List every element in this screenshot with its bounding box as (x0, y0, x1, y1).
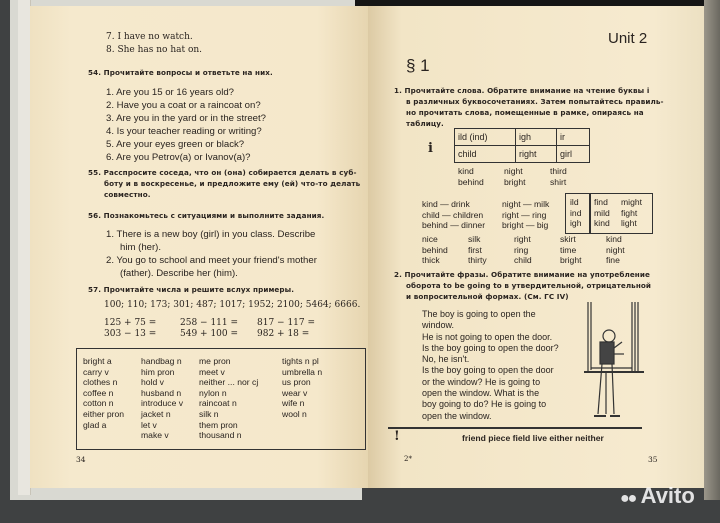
text-line: The boy is going to open the (422, 309, 536, 319)
vocab-word: cotton n (83, 398, 114, 409)
ex56-item-1-line-1: 1. There is a new boy (girl) in you class. Describe (106, 229, 316, 240)
avito-watermark (620, 483, 695, 509)
word: kind (594, 218, 610, 229)
text-line: boy going to do? He is going to (422, 399, 547, 410)
vocab-word: meet v (199, 366, 225, 377)
text-line: Is the boy going to open the door (422, 365, 554, 376)
word-pair: behind — dinner (422, 220, 486, 231)
mixed-column-3 (514, 234, 532, 266)
word: silk (468, 234, 481, 244)
unit-title: Unit 2 (608, 30, 648, 47)
vocab-word: neither ... nor cj (199, 377, 259, 388)
vocab-word: husband n (141, 387, 182, 398)
vocab-word: jacket n (141, 408, 171, 419)
vocab-word: make v (141, 430, 169, 441)
table-cell-3: girl (560, 149, 573, 159)
watermark-text: Avito (640, 483, 695, 508)
vocab-word: either pron (83, 408, 125, 419)
pairs-column-1 (422, 199, 485, 231)
mixed-column-1 (422, 234, 448, 266)
word: bright (560, 255, 582, 266)
vocab-word: thousand n (199, 430, 242, 441)
boy-at-window-illustration (584, 302, 674, 426)
vocab-word: bright a (83, 356, 112, 366)
word: right (514, 234, 531, 244)
left-page (30, 6, 368, 488)
exercise-1-line-3: но прочитать слова, помещенные в рамке, опираясь на (406, 108, 644, 117)
frame-column-2 (594, 197, 610, 229)
vocab-word: clothes n (83, 377, 118, 388)
mixed-column-2 (468, 234, 487, 266)
text-line: No, he isn't. (422, 354, 470, 365)
exercise-2-line-1: 2. Прочитайте фразы. Обратите внимание на употребление (394, 270, 650, 279)
vocab-word: introduce v (141, 398, 184, 409)
words-column-1 (458, 166, 484, 187)
vocab-word: let v (141, 419, 157, 430)
vocab-column-1 (83, 356, 124, 430)
exercise-1-line-1: 1. Прочитайте слова. Обратите внимание на чтение буквы i (394, 86, 650, 95)
word: thirty (468, 255, 487, 266)
word: first (468, 244, 482, 255)
ex57-numbers: 100; 110; 173; 301; 487; 1017; 1952; 2100; 5464; 6666. (104, 300, 361, 310)
sum-2: 258 − 111 = (180, 318, 239, 328)
frame-column-1 (570, 197, 581, 229)
exercise-57-instruction: 57. Прочитайте числа и решите вслух примеры. (88, 285, 295, 294)
word: fine (606, 255, 620, 266)
exercise-2-text (422, 309, 559, 422)
word: behind (422, 244, 448, 255)
exercise-56-instruction: 56. Познакомьтесь с ситуациями и выполните задания. (88, 211, 325, 220)
vocab-word: me pron (199, 356, 231, 366)
vocab-word: wife n (282, 398, 305, 409)
word: might (621, 197, 643, 207)
word: night (504, 166, 523, 176)
exercise-2-line-2: оборота to be going to в утвердительной, отрицательной (406, 281, 652, 290)
signature-mark: 2* (404, 455, 412, 463)
vocab-word: coffee n (83, 387, 114, 398)
exercise-1-line-2: в различных буквосочетаниях. Затем попытайтесь правиль- (406, 97, 664, 106)
vocab-word: umbrella n (282, 366, 323, 377)
vocab-word: us pron (282, 377, 311, 388)
word: ring (514, 244, 529, 255)
table-cell-2: right (519, 149, 537, 159)
exercise-1-line-4: таблицу. (406, 119, 444, 128)
letter-i: i (428, 141, 433, 156)
word: nice (422, 234, 438, 244)
word: light (621, 218, 637, 229)
vocab-word: him pron (141, 366, 175, 377)
sentence-7: 7. I have no watch. (106, 32, 193, 42)
word: thick (422, 255, 440, 266)
vocab-word: wear v (282, 387, 308, 398)
vocab-word: tights n pl (282, 356, 319, 366)
sentence-8: 8. She has no hat on. (106, 45, 203, 55)
word: fight (621, 207, 638, 218)
ex54-item-1: 1. Are you 15 or 16 years old? (106, 87, 234, 98)
vocab-word: hold v (141, 377, 164, 388)
section-heading: § 1 (406, 56, 430, 75)
word: ild (570, 197, 579, 207)
word: time (560, 244, 577, 255)
exercise-2-line-3: и вопросительной формах. (См. ГС IV) (406, 292, 569, 301)
word: shirt (550, 176, 567, 187)
mixed-column-5 (606, 234, 625, 266)
right-page (368, 6, 704, 488)
text-line: Is the boy going to open the door? (422, 342, 559, 353)
word: bright (504, 176, 526, 187)
exercise-55-line-3: совместно. (104, 190, 151, 199)
word: kind (458, 166, 474, 176)
ex56-item-1-line-2: him (her). (120, 242, 162, 253)
ex56-item-2-line-1: 2. You go to school and meet your friend's mother (106, 255, 317, 266)
words-column-3 (550, 166, 567, 187)
note-words: friend piece field live either neither (462, 433, 604, 443)
word: ind (570, 207, 582, 218)
ex54-item-6: 6. Are you Petrov(a) or Ivanov(a)? (106, 152, 251, 163)
text-line: or the window? He is going to (422, 376, 541, 387)
exercise-54-instruction: 54. Прочитайте вопросы и ответьте на них. (88, 68, 273, 77)
frame-column-3 (621, 197, 642, 229)
page-number-left: 34 (76, 455, 86, 464)
ex54-item-3: 3. Are you in the yard or in the street? (106, 113, 266, 124)
vocab-word: carry v (83, 366, 109, 377)
vocab-word: silk n (199, 408, 219, 419)
word-pair: right — ring (502, 209, 547, 220)
sum-6: 982 + 18 = (257, 329, 310, 339)
sum-3: 817 − 117 = (257, 318, 316, 328)
exercise-55-line-2: боту и в воскресенье, и предложите ему (ей) что-то делать (104, 179, 361, 188)
vocabulary-box (76, 348, 366, 450)
note-divider (388, 427, 642, 429)
ex54-item-5: 5. Are your eyes green or black? (106, 139, 245, 150)
word-pair: child — children (422, 209, 484, 220)
word-pair: bright — big (502, 220, 549, 231)
word: third (550, 166, 567, 176)
table-cell-1: child (458, 149, 477, 159)
word-pair: night — milk (502, 199, 550, 209)
table-header-3: ir (560, 132, 565, 142)
pairs-column-2 (502, 199, 549, 231)
word: kind (606, 234, 622, 244)
word: night (606, 244, 625, 255)
sum-1: 125 + 75 = (104, 318, 157, 328)
text-line: open the window. What is the (422, 388, 540, 399)
text-line: window. (422, 320, 455, 331)
vocab-word: raincoat n (199, 398, 237, 409)
reading-frame (565, 193, 653, 234)
vocab-word: wool n (282, 408, 307, 419)
ex56-item-2-line-2: (father). Describe her (him). (120, 268, 238, 279)
sum-4: 303 − 13 = (104, 329, 157, 339)
ex54-item-2: 2. Have you a coat or a raincoat on? (106, 100, 261, 111)
vocab-column-2 (141, 356, 183, 441)
vocab-column-3 (199, 356, 258, 441)
words-column-2 (504, 166, 526, 187)
ex54-item-4: 4. Is your teacher reading or writing? (106, 126, 262, 137)
page-number-right: 35 (648, 455, 658, 464)
vocab-word: handbag n (141, 356, 182, 366)
word: find (594, 197, 608, 207)
exclamation-icon: ! (394, 429, 400, 444)
word-pair: kind — drink (422, 199, 470, 209)
word: skirt (560, 234, 576, 244)
text-line: open the window. (422, 410, 492, 421)
table-header-1: ild (ind) (458, 132, 488, 142)
word: mild (594, 207, 610, 218)
table-header-2: igh (519, 132, 532, 142)
vocab-word: nylon n (199, 387, 227, 398)
book-right-edge (704, 0, 720, 500)
vocab-word: them pron (199, 419, 238, 430)
sum-5: 549 + 100 = (180, 329, 239, 339)
word: child (514, 255, 532, 266)
exercise-55-line-1: 55. Расспросите соседа, что он (она) собирается делать в суб- (88, 168, 357, 177)
word: behind (458, 176, 484, 187)
mixed-column-4 (560, 234, 582, 266)
vocab-column-4 (282, 356, 322, 420)
vocab-word: glad a (83, 419, 107, 430)
text-line: He is not going to open the door. (422, 331, 553, 342)
word: igh (570, 218, 582, 229)
avito-dots-icon: ●● (620, 490, 636, 507)
